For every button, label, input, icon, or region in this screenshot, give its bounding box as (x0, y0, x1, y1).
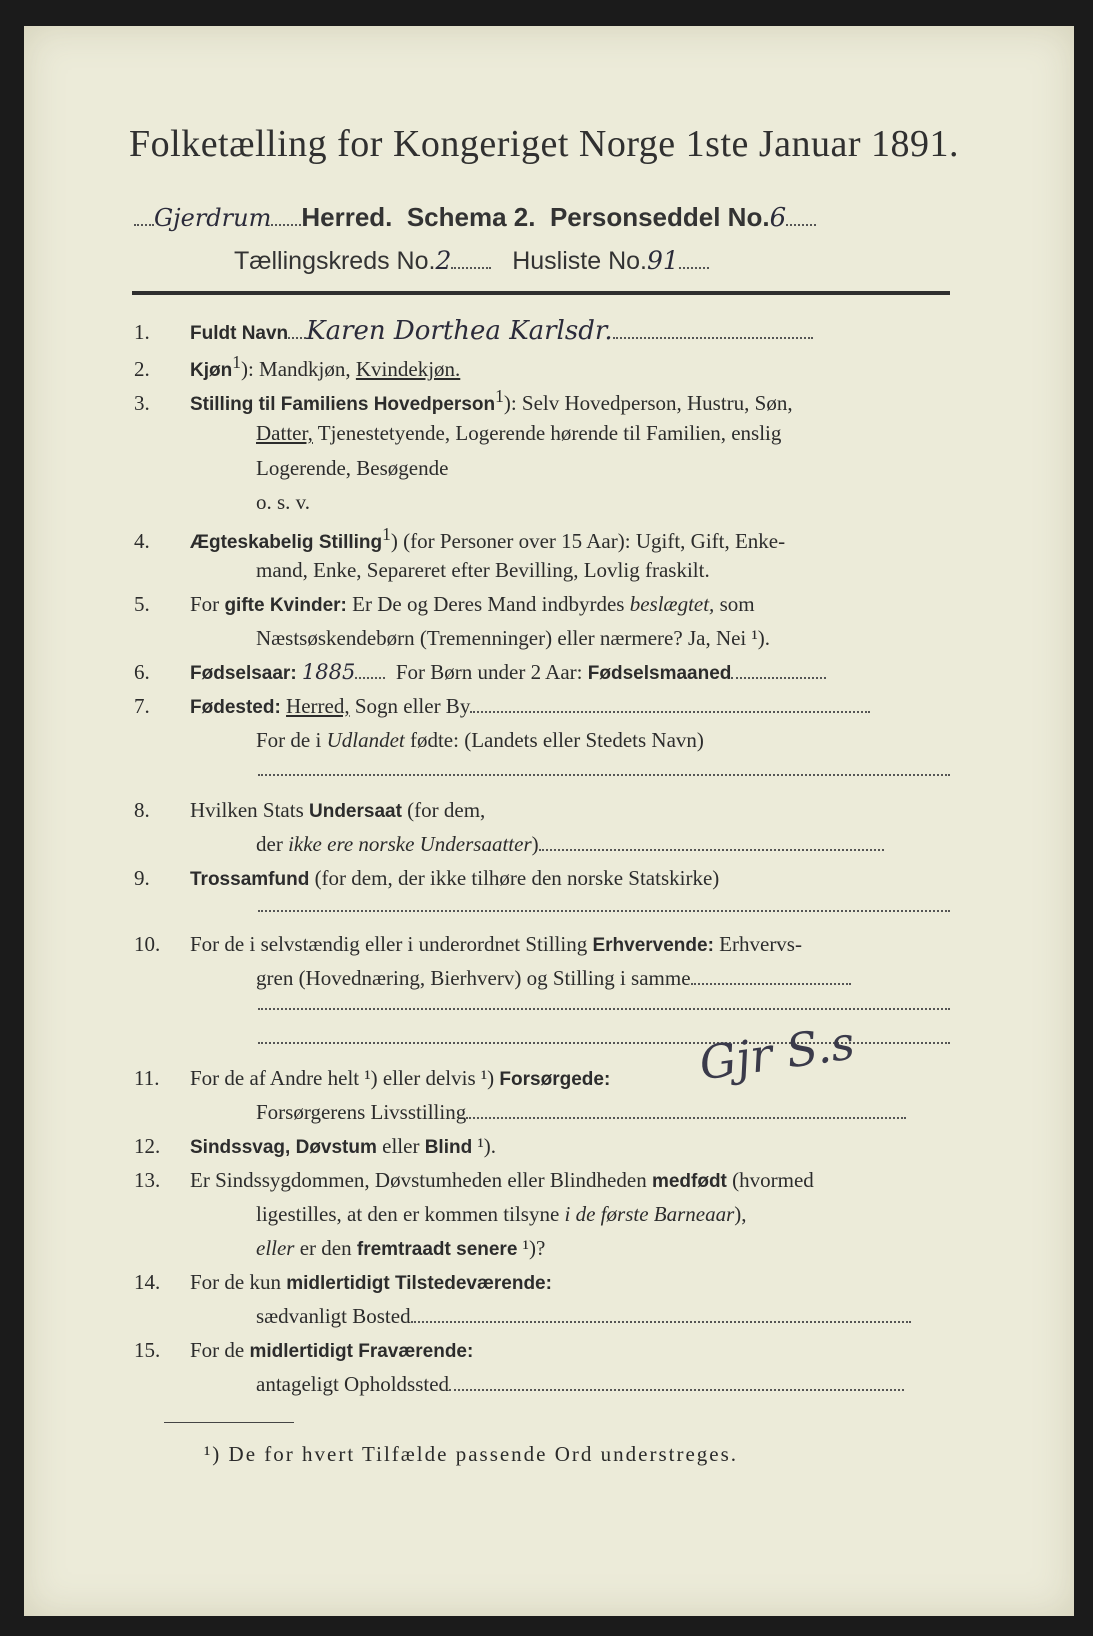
taellingskreds-no: 2 (435, 246, 452, 275)
field-text: Sogn eller By (349, 694, 471, 718)
field-label: Undersaat (309, 801, 402, 822)
field-text: Er De og Deres Mand indbyrdes (346, 592, 630, 616)
header-rule (132, 291, 950, 295)
field-13-line-3 (256, 1236, 545, 1261)
field-text: For de af Andre helt ¹) eller delvis ¹) (190, 1066, 500, 1090)
field-number: 4. (134, 529, 150, 553)
field-14-line-2 (256, 1304, 911, 1329)
field-number: 10. (134, 932, 161, 956)
field-9 (134, 866, 719, 891)
field-5-line-2: Næstsøskendebørn (Tremenninger) eller nærmere? Ja, Nei ¹). (256, 626, 771, 650)
field-10 (134, 932, 802, 957)
taellingskreds-label: Tællingskreds No. (234, 247, 436, 275)
personseddel-label: Personseddel No. (549, 202, 770, 232)
field-number: 5. (134, 592, 150, 616)
field-number: 14. (134, 1270, 161, 1294)
footnote-ref: 1 (495, 386, 504, 406)
field-text: Er Sindssygdommen, Døvstumheden eller Blindheden (190, 1168, 652, 1192)
dotted-answer-line (258, 774, 950, 776)
field-text: ) (531, 832, 539, 856)
field-10-line-2 (256, 966, 851, 991)
field-label: Erhvervende: (592, 935, 714, 956)
taellingskreds-line (234, 246, 709, 276)
field-text-italic: i de første Barneaar (564, 1202, 735, 1226)
field-number: 2. (134, 357, 150, 381)
field-12 (134, 1134, 496, 1159)
field-number: 13. (134, 1168, 161, 1192)
census-form-page (24, 26, 1074, 1616)
field-6 (134, 660, 826, 685)
field-text: ), (734, 1202, 747, 1226)
footnote-ref: 1 (382, 524, 391, 544)
field-7-line-2 (256, 728, 704, 753)
field-4-line-2: mand, Enke, Separeret efter Bevilling, Lovlig fraskilt. (256, 558, 710, 582)
herred-line (134, 202, 816, 233)
field-13-line-2 (256, 1202, 747, 1227)
field-text: ligestilles, at den er kommen tilsyne (256, 1202, 565, 1226)
field-number: 3. (134, 391, 150, 415)
field-13 (134, 1168, 814, 1193)
field-label: gifte Kvinder: (224, 595, 347, 616)
field-text: For de (190, 1338, 250, 1362)
field-7 (134, 694, 870, 719)
dotted-answer-line (258, 1008, 950, 1010)
footnote-rule (164, 1422, 294, 1423)
field-3-line-4: o. s. v. (256, 490, 311, 514)
field-3-line-3: Logerende, Besøgende (256, 456, 449, 480)
field-8 (134, 798, 485, 823)
field-3-line-2 (256, 421, 781, 446)
field-number: 15. (134, 1338, 161, 1362)
field-15 (134, 1338, 473, 1363)
field-number: 1. (134, 320, 150, 344)
field-text: For de i selvstændig eller i underordnet Stilling (190, 932, 593, 956)
form-title: Folketælling for Kongeriget Norge 1ste Januar 1891. (129, 123, 960, 165)
field-label: Fuldt Navn (190, 323, 289, 344)
field-1 (134, 316, 813, 346)
field-11 (134, 1066, 610, 1091)
birth-year-value: 1885 (301, 660, 356, 684)
field-text: (for dem, der ikke tilhøre den norske Statskirke) (309, 866, 720, 890)
field-number: 12. (134, 1134, 161, 1158)
field-5 (134, 592, 755, 617)
field-4 (134, 524, 785, 554)
field-text: For Børn under 2 Aar: (395, 660, 583, 684)
full-name-value: Karen Dorthea Karlsdr. (306, 316, 613, 346)
field-text: For de kun (190, 1270, 287, 1294)
husliste-no: 91 (646, 246, 679, 275)
field-text: ) (for Personer over 15 Aar): Ugift, Gift, Enke- (390, 529, 786, 553)
field-number: 11. (134, 1066, 160, 1090)
field-label: Trossamfund (190, 869, 310, 890)
field-text: er den (294, 1236, 357, 1260)
field-label: Fødested: (190, 697, 281, 718)
schema-label: Schema 2. (406, 202, 536, 232)
field-text: gren (Hovednæring, Bierhverv) og Stilling i samme (256, 966, 691, 990)
husliste-label: Husliste No. (512, 247, 647, 275)
field-text: Hvilken Stats (190, 798, 309, 822)
field-11-line-2 (256, 1100, 906, 1125)
provider-handwritten-value: Gjr S.s (696, 1015, 858, 1091)
field-text: fødte: (Landets eller Stedets Navn) (404, 728, 704, 752)
field-label: fremtraadt senere (356, 1239, 518, 1260)
field-label: Fødselsaar: (190, 663, 297, 684)
field-text: ): Mandkjøn, (240, 357, 356, 381)
field-text: Erhvervs- (713, 932, 802, 956)
field-text-italic: Udlandet (326, 728, 405, 752)
footnote: ¹) De for hvert Tilfælde passende Ord understreges. (204, 1442, 739, 1466)
field-label: midlertidigt Tilstedeværende: (286, 1273, 552, 1294)
field-15-line-2 (256, 1372, 904, 1397)
field-number: 7. (134, 694, 150, 718)
field-text-italic: beslægtet, (629, 592, 715, 616)
field-label: Fødselsmaaned (587, 663, 732, 684)
field-3 (134, 386, 793, 416)
field-text: Tjenestetyende, Logerende hørende til Familien, enslig (312, 421, 782, 445)
field-label: Stilling til Familiens Hovedperson (190, 394, 496, 415)
field-text: ): Selv Hovedperson, Hustru, Søn, (503, 391, 793, 415)
field-text: eller (376, 1134, 425, 1158)
field-label: Forsørgede: (499, 1069, 611, 1090)
dotted-answer-line (258, 910, 950, 912)
field-text: For de i (256, 728, 327, 752)
field-text-underlined: Herred, (286, 694, 350, 718)
field-text: ¹). (472, 1134, 496, 1158)
field-text: (hvormed (726, 1168, 814, 1192)
field-14 (134, 1270, 552, 1295)
personseddel-no: 6 (769, 203, 787, 233)
field-text-italic: ikke ere norske Undersaatter (288, 832, 532, 856)
field-text: Forsørgerens Livsstilling (256, 1100, 467, 1124)
field-label: Kjøn (190, 360, 233, 381)
field-label: Ægteskabelig Stilling (190, 532, 383, 553)
field-text: der (256, 832, 289, 856)
field-number: 9. (134, 866, 150, 890)
field-text: (for dem, (401, 798, 486, 822)
field-text: antageligt Opholdssted (256, 1372, 450, 1396)
field-text: ¹)? (517, 1236, 546, 1260)
field-text-underlined: Kvindekjøn. (355, 357, 461, 381)
field-number: 8. (134, 798, 150, 822)
field-8-line-2 (256, 832, 884, 857)
footnote-ref: 1 (232, 352, 241, 372)
field-label: medfødt (651, 1171, 727, 1192)
field-text-italic: eller (256, 1236, 295, 1260)
field-label: Sindssvag, Døvstum (190, 1137, 377, 1158)
herred-label: Herred. (301, 202, 393, 232)
field-text: For (190, 592, 225, 616)
herred-name: Gjerdrum (154, 204, 272, 232)
field-text: sædvanligt Bosted (256, 1304, 411, 1328)
field-text-underlined: Datter, (256, 421, 313, 445)
field-label: midlertidigt Fraværende: (249, 1341, 474, 1362)
field-text: som (714, 592, 755, 616)
field-2 (134, 352, 460, 382)
field-label: Blind (424, 1137, 473, 1158)
field-number: 6. (134, 660, 150, 684)
